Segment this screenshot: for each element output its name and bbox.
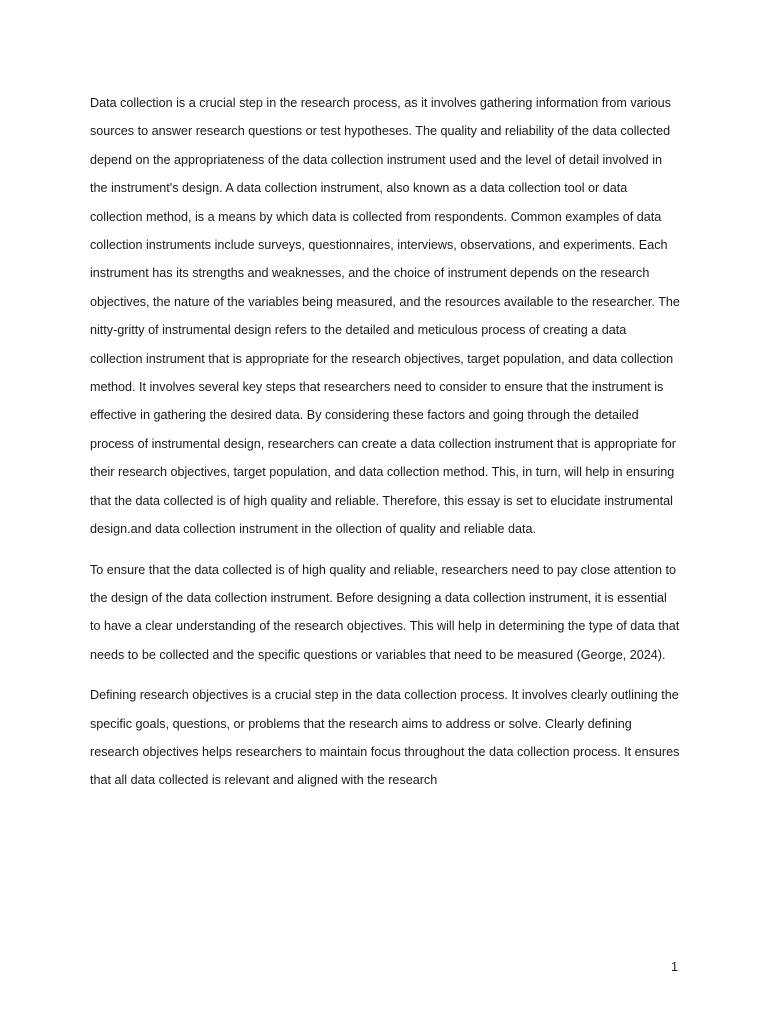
paragraph-3: Defining research objectives is a crucial step in the data collection process. It involves clearly outlining the specific goals, questions, or problems that the research aims to address or solve. Clearly defining research objectives helps researchers to maintain focus throughout the data collection process. It ensures that all data collected is relevant and aligned with the research [90,688,680,788]
paragraph-1: Data collection is a crucial step in the research process, as it involves gathering information from various sources to answer research questions or test hypotheses. The quality and reliability of the data collected depend on the appropriateness of the data collection instrument used and the level of detail involved in the instrument's design. A data collection instrument, also known as a data collection tool or data collection method, is a means by which data is collected from respondents. Common examples of data collection instruments include surveys, questionnaires, interviews, observations, and experiments. Each instrument has its strengths and weaknesses, and the choice of instrument depends on the research objectives, the nature of the variables being measured, and the resources available to the researcher. The nitty-gritty of instrumental design refers to the detailed and meticulous process of creating a data collection instrument that is appropriate for the research objectives, target population, and data collection method. It involves several key steps that researchers need to consider to ensure that the instrument is effective in gathering the desired data. By considering these factors and going through the detailed process of instrumental design, researchers can create a data collection instrument that is appropriate for their research objectives, target population, and data collection method. This, in turn, will help in ensuring that the data collected is of high quality and reliable. Therefore, this essay is set to elucidate instrumental design.and data collection instrument in the ollection of quality and reliable data. [90,96,680,537]
document-body [90,89,680,807]
page-number: 1 [671,960,679,974]
paragraph-2: To ensure that the data collected is of high quality and reliable, researchers need to pay close attention to the design of the data collection instrument. Before designing a data collection instrument, it is essential to have a clear understanding of the research objectives. This will help in determining the type of data that needs to be collected and the specific questions or variables that need to be measured (George, 2024). [90,562,680,662]
